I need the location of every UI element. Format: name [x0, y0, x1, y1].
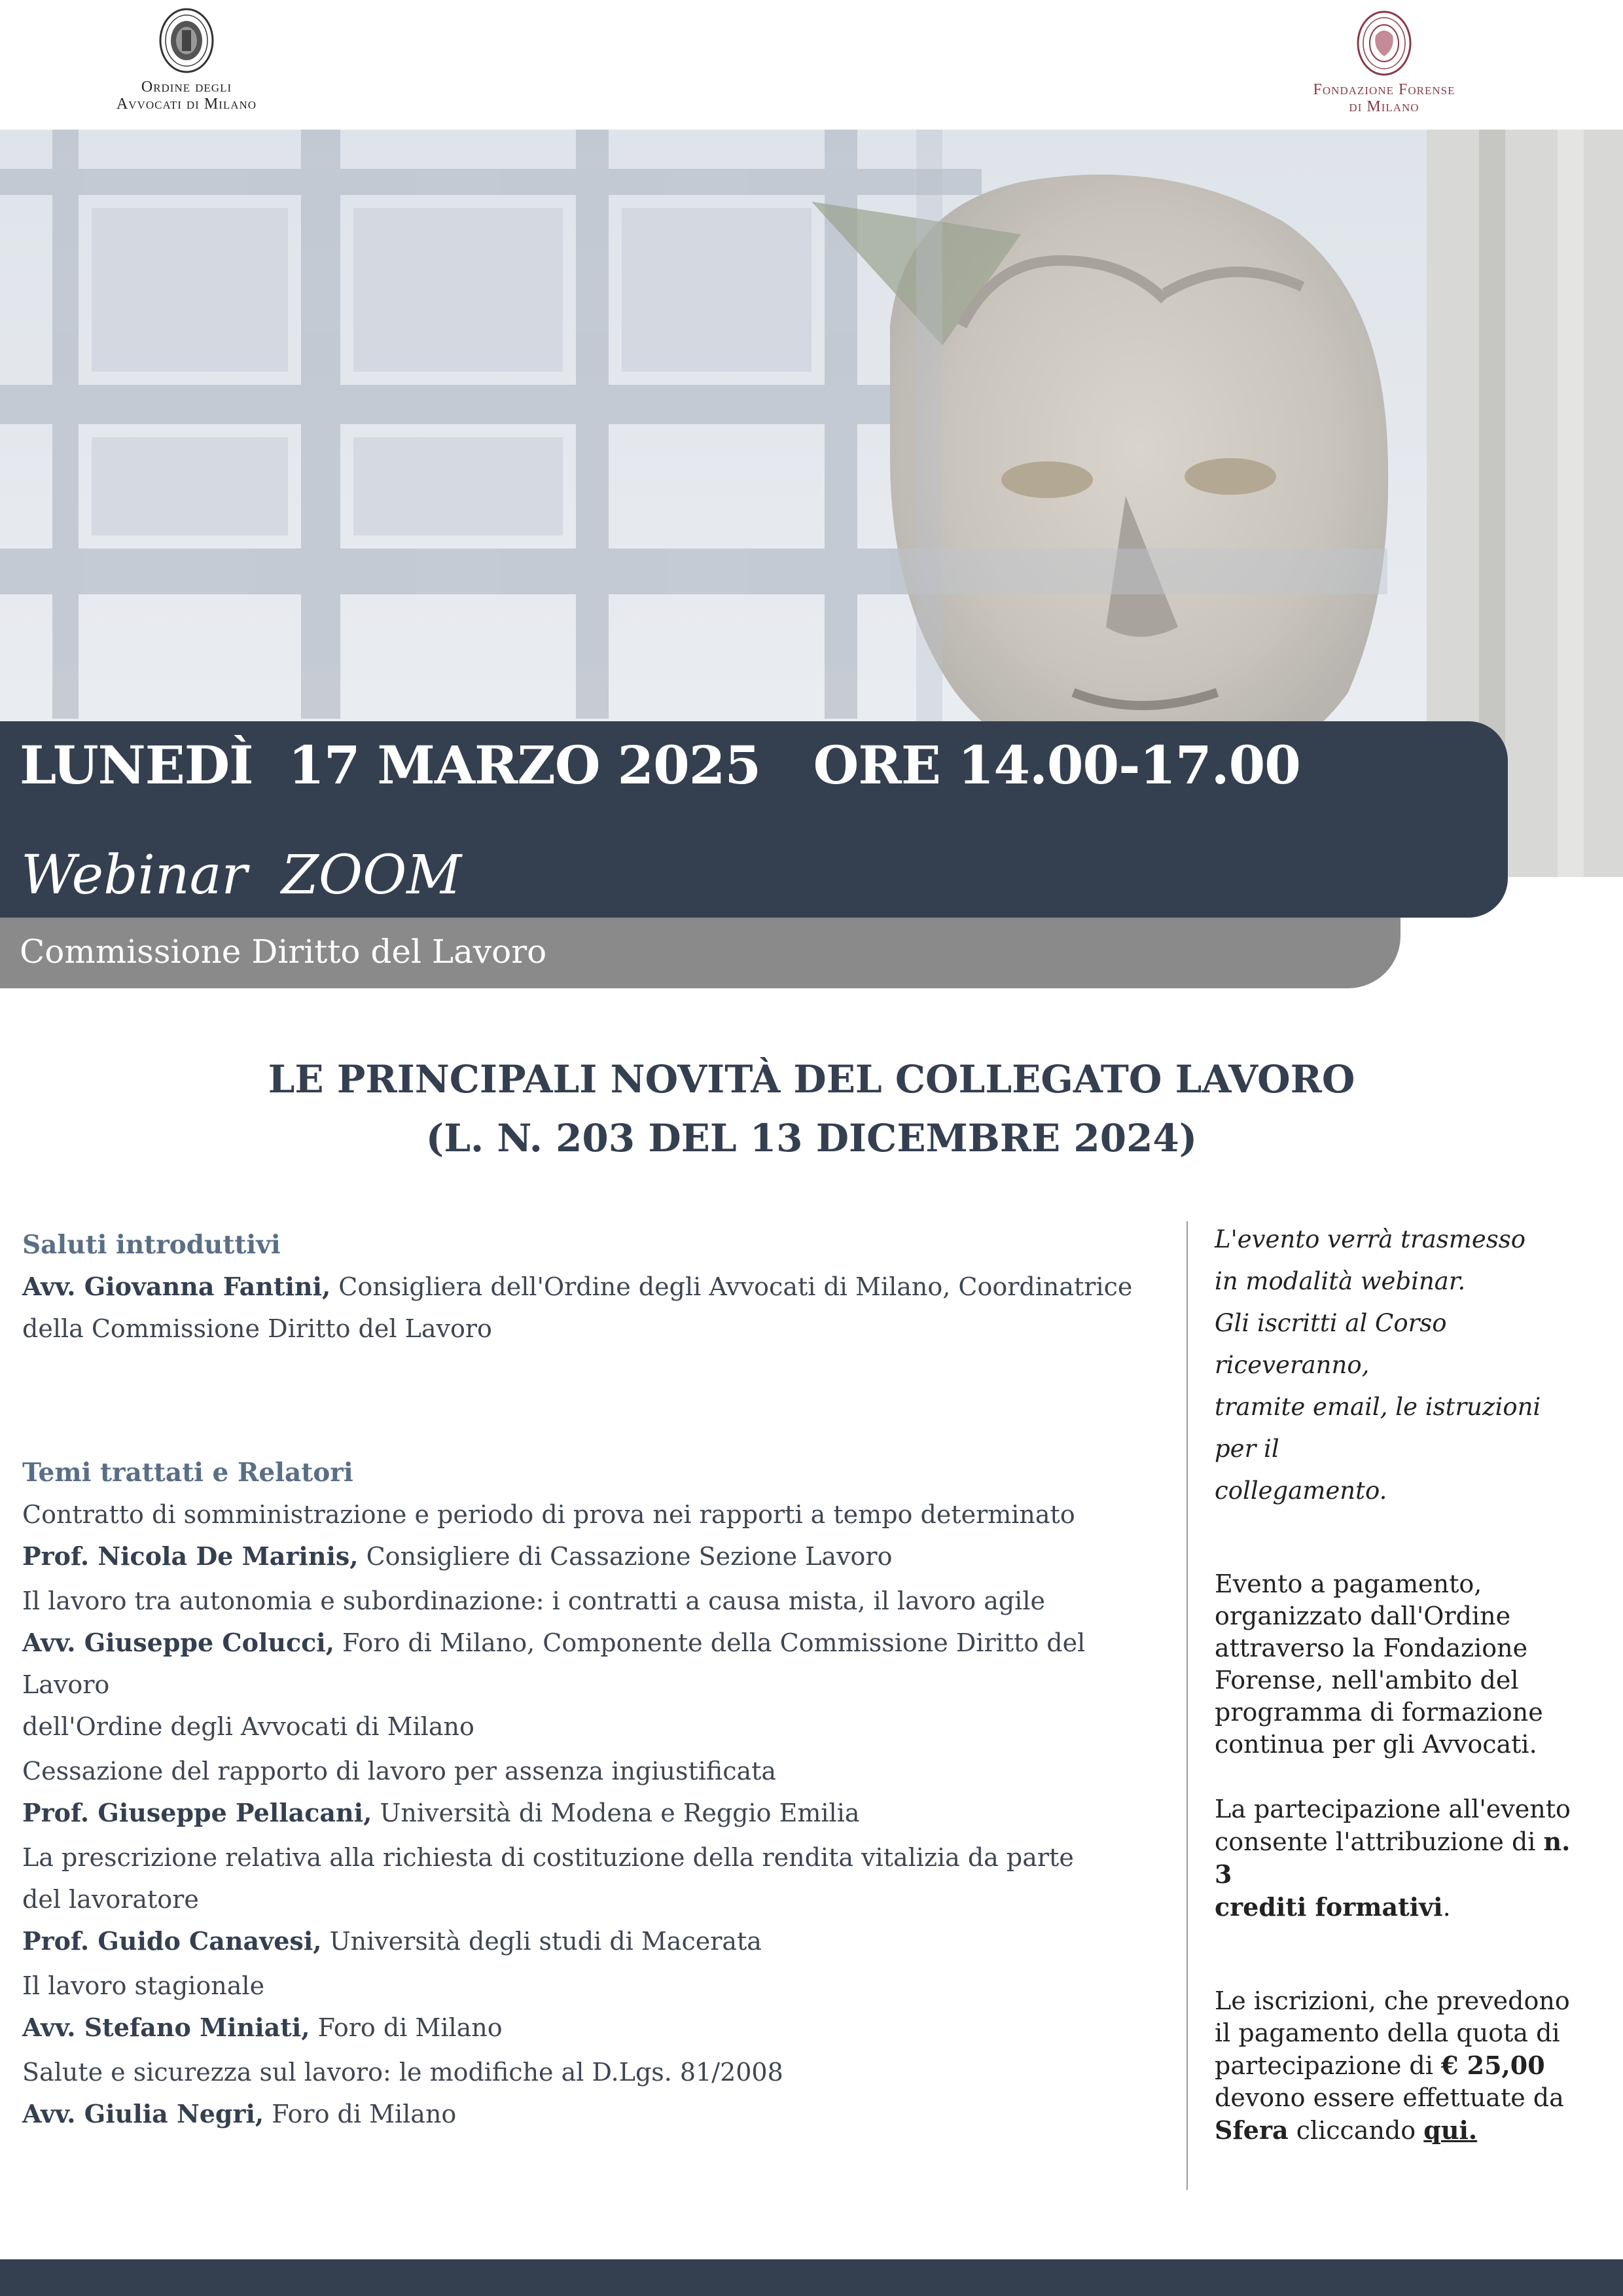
- registration-link[interactable]: qui.: [1423, 2115, 1478, 2145]
- topics-heading: Temi trattati e Relatori: [22, 1458, 353, 1488]
- topic-speaker: Avv. Giulia Negri,: [22, 2099, 264, 2128]
- intro-heading: Saluti introduttivi: [22, 1230, 281, 1260]
- webinar-note-line: in modalità webinar.: [1215, 1267, 1466, 1295]
- credits-info: La partecipazione all'evento consente l'attribuzione di n. 3 crediti formativi.: [1215, 1793, 1581, 1924]
- ordine-logo-line2: Avvocati di Milano: [116, 96, 257, 113]
- topic-speaker-role: Università di Modena e Reggio Emilia: [372, 1799, 860, 1827]
- topic-item: [22, 1494, 1174, 1577]
- topic-speaker: Avv. Giuseppe Colucci,: [22, 1628, 334, 1657]
- topic-speaker: Prof. Guido Canavesi,: [22, 1926, 322, 1956]
- event-title-line1: LE PRINCIPALI NOVITÀ DEL COLLEGATO LAVORO: [268, 1057, 1355, 1102]
- event-date-time: LUNEDÌ 17 MARZO 2025 ORE 14.00-17.00: [20, 734, 1300, 796]
- registration-line: devono essere effettuate da: [1215, 2083, 1564, 2112]
- topic-item: [22, 1965, 1174, 2049]
- registration-info: Le iscrizioni, che prevedono il pagamento della quota di partecipazione di € 25,00 devono essere effettuate da Sfera cliccando qui.: [1215, 1985, 1581, 2147]
- webinar-note-line: L'evento verrà trasmesso: [1215, 1225, 1526, 1253]
- webinar-note: [1215, 1219, 1581, 1512]
- registration-line: il pagamento della quota di: [1215, 2018, 1560, 2047]
- topic-title: Cessazione del rapporto di lavoro per assenza ingiustificata: [22, 1757, 777, 1785]
- event-mode: Webinar ZOOM: [21, 844, 462, 906]
- topic-speaker-role: Università degli studi di Macerata: [321, 1927, 762, 1956]
- intro-role-line2: della Commissione Diritto del Lavoro: [22, 1314, 492, 1343]
- credits-line: La partecipazione all'evento: [1215, 1795, 1571, 1823]
- fondazione-forense-logo: [1296, 9, 1472, 115]
- topic-speaker-role: Consigliere di Cassazione Sezione Lavoro: [358, 1542, 893, 1571]
- topic-speaker: Prof. Nicola De Marinis,: [22, 1541, 359, 1571]
- topic-title: Salute e sicurezza sul lavoro: le modifiche al D.Lgs. 81/2008: [22, 2058, 783, 2087]
- webinar-note-line: collegamento.: [1215, 1477, 1387, 1505]
- registration-fee: € 25,00: [1440, 2051, 1545, 2080]
- info-column: [1215, 1219, 1581, 2147]
- webinar-note-line: tramite email, le istruzioni per il: [1215, 1393, 1541, 1463]
- webinar-note-line: Gli iscritti al Corso riceveranno,: [1215, 1309, 1447, 1379]
- fondazione-logo-line2: di Milano: [1349, 98, 1419, 115]
- commission-name: Commissione Diritto del Lavoro: [20, 933, 547, 971]
- payment-info-line: Forense, nell'ambito del: [1215, 1666, 1519, 1695]
- registration-line: Le iscrizioni, che prevedono: [1215, 1986, 1570, 2015]
- credits-count: n. 3: [1215, 1827, 1571, 1889]
- sfera-name: Sfera: [1215, 2115, 1289, 2145]
- fondazione-logo-line1: Fondazione Forense: [1313, 81, 1455, 98]
- column-divider: [1186, 1221, 1188, 2190]
- payment-info-line: attraverso la Fondazione: [1215, 1634, 1528, 1662]
- footer-bar: [0, 2259, 1623, 2296]
- program-column: [22, 1224, 1174, 2135]
- intro-speaker-line: [22, 1266, 1174, 1308]
- topic-item: [22, 1580, 1174, 1748]
- registration-line: partecipazione di: [1215, 2051, 1441, 2080]
- topic-item: [22, 1750, 1174, 1834]
- topic-title: Contratto di somministrazione e periodo di prova nei rapporti a tempo determinato: [22, 1500, 1075, 1529]
- intro-speaker: Avv. Giovanna Fantini,: [22, 1272, 331, 1301]
- payment-info-line: organizzato dall'Ordine: [1215, 1602, 1511, 1630]
- ordine-seal-icon: [158, 7, 215, 79]
- fondazione-seal-icon: [1356, 9, 1412, 81]
- topic-speaker-role: Foro di Milano: [310, 2013, 503, 2042]
- ordine-avvocati-logo: [98, 7, 275, 113]
- topic-title: Il lavoro tra autonomia e subordinazione: i contratti a causa mista, il lavoro agile: [22, 1587, 1045, 1615]
- payment-info-line: programma di formazione: [1215, 1698, 1543, 1727]
- credits-line: consente l'attribuzione di: [1215, 1827, 1544, 1856]
- topic-item: [22, 2051, 1174, 2135]
- topic-item: [22, 1837, 1174, 1962]
- payment-info-line: continua per gli Avvocati.: [1215, 1730, 1537, 1759]
- payment-info: [1215, 1568, 1581, 1761]
- topic-title-cont: del lavoratore: [22, 1885, 199, 1914]
- topic-speaker: Avv. Stefano Miniati,: [22, 2013, 310, 2042]
- credits-label: crediti formativi: [1215, 1892, 1443, 1922]
- payment-info-line: Evento a pagamento,: [1215, 1570, 1482, 1598]
- topic-title: La prescrizione relativa alla richiesta di costituzione della rendita vitalizia da parte: [22, 1843, 1074, 1872]
- topic-speaker-role: Foro di Milano, Componente della Commissione Diritto del Lavoro: [22, 1628, 1086, 1699]
- ordine-logo-line1: Ordine degli: [141, 79, 232, 96]
- topic-speaker-role: Foro di Milano: [264, 2100, 457, 2128]
- topic-speaker: Prof. Giuseppe Pellacani,: [22, 1798, 372, 1827]
- event-title-line2: (L. N. 203 DEL 13 DICEMBRE 2024): [425, 1116, 1198, 1160]
- topic-title: Il lavoro stagionale: [22, 1971, 265, 2000]
- topic-speaker-role-cont: dell'Ordine degli Avvocati di Milano: [22, 1712, 474, 1741]
- intro-role: Consigliera dell'Ordine degli Avvocati di Milano, Coordinatrice: [330, 1272, 1133, 1301]
